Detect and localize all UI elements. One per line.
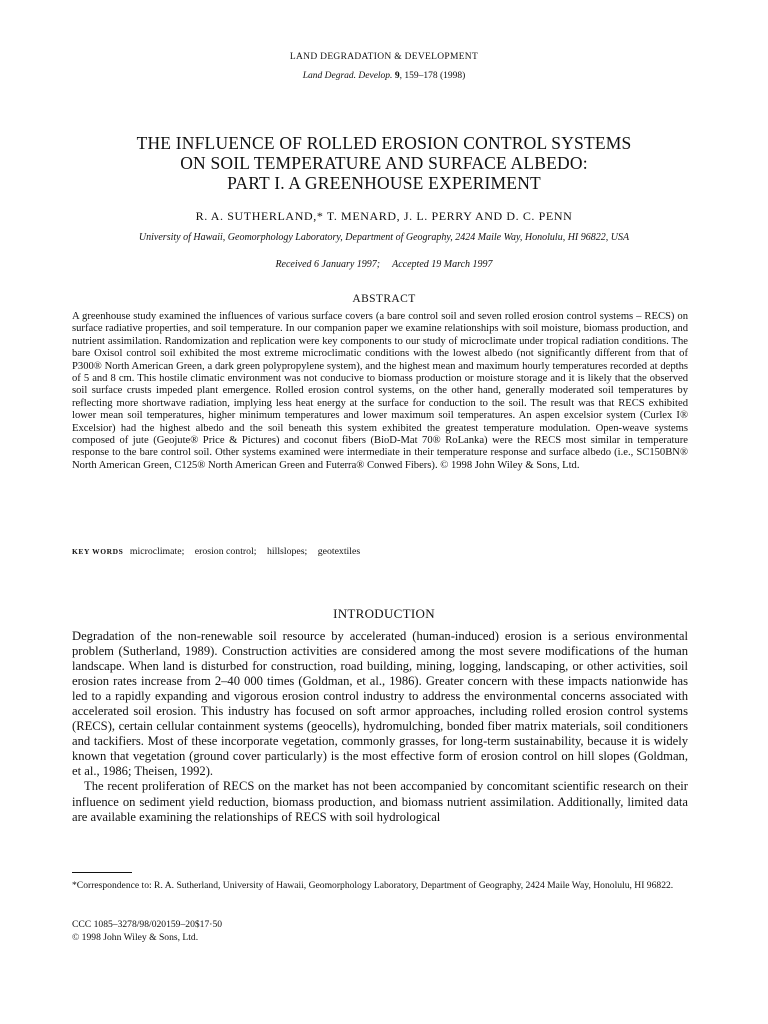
citation-pages: , 159–178 (1998) <box>399 71 466 81</box>
copyright-block <box>72 918 688 944</box>
body-paragraph: The recent proliferation of RECS on the market has not been accompanied by concomitant scientific research on their influence on sediment yield reduction, biomass production, and biomass nutrient assimilation. Additionally, limited data are available examining the relationships of RECS with soil hydrological <box>72 779 688 824</box>
ccc-code: CCC 1085–3278/98/020159–20$17·50 <box>72 919 223 930</box>
introduction-body <box>72 629 688 825</box>
affiliation: University of Hawaii, Geomorphology Laboratory, Department of Geography, 2424 Maile Way, Honolulu, HI 96822, USA <box>138 232 630 243</box>
abstract-text: A greenhouse study examined the influences of various surface covers (a bare control soil and seven rolled erosion control systems – RECS) on surface radiative properties, and soil temperature. In our companion paper we examine relationships with soil moisture, biomass production, and nutrient assimilation. Randomization and replication were key components to our study of microclimate under tropical radiation conditions. The bare Oxisol control soil exhibited the most extreme microclimatic conditions with the lowest albedo (not significantly different from that of P300® North American Green, a dark green polypropylene system), and the highest mean and maximum hourly temperatures recorded at depths of 5 and 8 cm. This hostile climatic environment was not conducive to biomass production or moisture storage and it is likely that the observed soil surface crusts impeded plant emergence. Rolled erosion control systems, on the other hand, generally moderated soil temperatures by reflecting more shortwave radiation, implying less heat energy at the surface for conduction to the soil. The result was that RECS exhibited lower mean soil temperatures, higher minimum temperatures and lower maximum soil temperatures. An aspen excelsior system (Curlex I® Excelsior) had the highest albedo and the soil beneath this system exhibited the greatest temperature modulation. Open-weave systems composed of jute (Geojute® Price & Pictures) and coconut fibers (BioD-Mat 70® RoLanka) were the RECS most similar in temperature response to the bare control soil. Other systems examined were intermediate in their temperature response and surface albedo (i.e., SC150BN® North American Green, C125® North American Green and Futerra® Conwed Fibers). © 1998 John Wiley & Sons, Ltd. <box>72 311 688 471</box>
title-line: PART I. A GREENHOUSE EXPERIMENT <box>227 173 541 193</box>
accepted-date: Accepted 19 March 1997 <box>392 259 493 270</box>
journal-name: LAND DEGRADATION & DEVELOPMENT <box>289 52 479 62</box>
journal-citation <box>0 71 768 81</box>
body-paragraph: Degradation of the non-renewable soil resource by accelerated (human-induced) erosion is a serious environmental problem (Sutherland, 1989). Construction activities are considered among the most severe modifications of the human landscape. When land is disturbed for construction, road building, mining, logging, landscaping, or other activities, soil erosion rates increase from 2–40 000 times (Goldman, et al., 1986). Greater concern with these impacts nationwide has led to a rapidly expanding and vigorous erosion control industry to address the environmental concerns associated with accelerated soil erosion. This industry has focused on soft armor approaches, including rolled erosion control systems (RECS), certain cellular containment systems (geocells), hydromulching, bonded fiber matrix materials, soil conditioners and tackifiers. Most of these incorporate vegetation, commonly grasses, for long-term sustainability, because it is widely known that vegetation (ground cover particularly) is the most effective form of erosion control on hill slopes (Goldman, et al., 1986; Theisen, 1992). <box>72 629 688 779</box>
keyword: microclimate; <box>129 546 185 557</box>
keyword: geotextiles <box>317 546 361 557</box>
copyright-line: © 1998 John Wiley & Sons, Ltd. <box>72 932 199 943</box>
keyword: hillslopes; <box>266 546 308 557</box>
author-list: R. A. SUTHERLAND,* T. MENARD, J. L. PERRY AND D. C. PENN <box>195 209 573 223</box>
citation-journal: Land Degrad. Develop. <box>302 71 393 81</box>
keywords <box>72 546 688 557</box>
section-heading-introduction: INTRODUCTION <box>333 606 435 621</box>
title-line: THE INFLUENCE OF ROLLED EROSION CONTROL SYSTEMS <box>136 133 632 153</box>
title-line: ON SOIL TEMPERATURE AND SURFACE ALBEDO: <box>180 153 588 173</box>
received-dates <box>0 259 768 270</box>
keywords-label: KEY WORDS <box>72 547 124 556</box>
received-date: Received 6 January 1997; <box>275 259 381 270</box>
keyword: erosion control; <box>194 546 257 557</box>
abstract-heading: ABSTRACT <box>352 293 416 305</box>
correspondence-footnote: *Correspondence to: R. A. Sutherland, University of Hawaii, Geomorphology Laboratory, Department of Geography, 2424 Maile Way, Honolulu, HI 96822. <box>72 880 674 891</box>
citation-volume: 9 <box>394 71 400 81</box>
footnote-divider <box>72 872 132 873</box>
paper-title <box>0 133 768 193</box>
